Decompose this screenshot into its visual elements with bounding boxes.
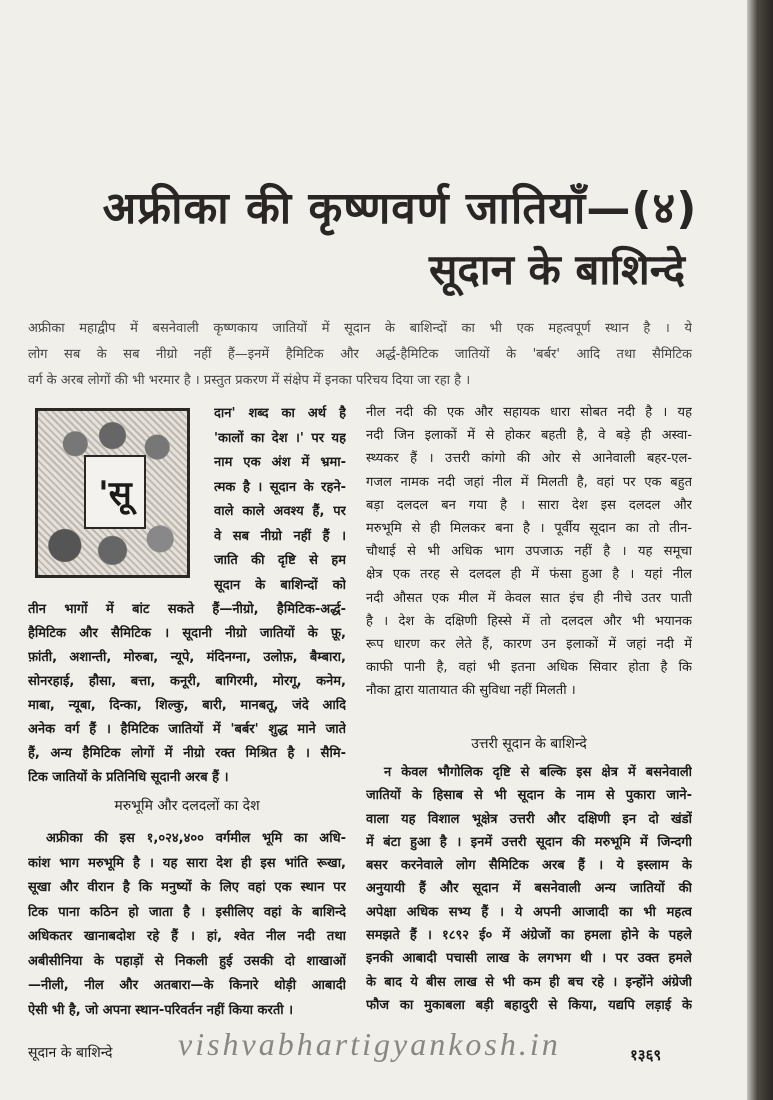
page-number: १३६९: [630, 1046, 662, 1064]
text-line: दान' शब्द का अर्थ है: [214, 406, 346, 421]
text-line: नदी जिन इलाकों में से होकर बहती है, वे बड़े ही अस्वा-: [366, 428, 692, 444]
running-footer-title: सूदान के बाशिन्दे: [28, 1045, 113, 1061]
text-line: वाला यह विशाल भूक्षेत्र उत्तरी और दक्षिणी इन दो खंडों: [366, 811, 692, 827]
text-line: अनेक वर्ग हैं । हैमिटिक जातियों में 'बर्बर' शुद्ध माने जाते: [28, 722, 346, 737]
left-column-paragraph: [28, 598, 346, 790]
text-line: जाति की दृष्टि से हम: [214, 553, 346, 568]
text-line: फौज का मुकाबला बड़ी बहादुरी से किया, यद्यपि लड़ाई के: [366, 997, 692, 1013]
text-line: गजल नामक नदी जहां नील में मिलती है, वहां पर एक बहुत: [366, 474, 692, 490]
text-line: काफी पानी है, वहां भी इतना अधिक सिवार होता है कि: [366, 660, 692, 676]
text-line: अबीसीनिया के पहाड़ों से निकली हुई उसकी दो शाखाओं: [28, 953, 346, 969]
text-line: में बंटा हुआ है । इनमें उत्तरी सूदान की मरुभूमि में जिन्दगी: [366, 834, 692, 850]
page-binding-edge: [747, 0, 773, 1100]
text-line: त्मक है । सूदान के रहने-: [214, 479, 346, 495]
text-line: मरुभूमि से ही मिलकर बना है । पूर्वीय सूदान का तो तीन-: [366, 520, 692, 536]
text-line: इनकी आबादी पचासी लाख के लगभग थी । पर उक्त हमले: [366, 951, 692, 967]
text-line: नील नदी की एक और सहायक धारा सोबत नदी है । यह: [366, 405, 692, 420]
drop-initial: 'सू: [84, 455, 146, 529]
text-line: हैमिटिक और सैमिटिक । सूदानी नीग्रो जातियों के फ़ू,: [28, 626, 346, 641]
text-line: टिक पाना कठिन हो जाता है । इसीलिए वहां के बाशिन्दे: [28, 904, 346, 920]
text-line: अनुयायी हैं और सूदान में बसनेवाली अन्य जातियों की: [366, 881, 692, 897]
text-line: तीन भागों में बांट सकते हैं—नीग्रो, हैमिटिक-अर्द्ध-: [28, 602, 346, 617]
text-line: के बाद ये बीस लाख से भी कम ही बच रहे । इन्होंने अंग्रेजी: [366, 974, 692, 990]
text-line: सोनरहाई, हौसा, बत्ता, कनूरी, बागिरमी, मोरगू, कनेम,: [28, 674, 346, 689]
article-subtitle: सूदान के बाशिन्दे: [429, 245, 685, 294]
text-line: ऐसी भी है, जो अपना स्थान-परिवर्तन नहीं किया करती ।: [28, 1002, 294, 1018]
text-line: बड़ा दलदल बन गया है । सारा देश इस दलदल और: [366, 497, 692, 513]
desert-paragraph: [28, 827, 346, 1023]
text-line: लोग सब के सब नीग्रो नहीं हैं—इनमें हैमिटिक और अर्द्ध-हैमिटिक जातियों के 'बर्बर' आदि तथा सैमिटिक: [28, 347, 692, 362]
watermark: vishvabhartigyankosh.in: [178, 1026, 561, 1062]
text-line: सूखा और वीरान है कि मनुष्यों के लिए वहां एक स्थान पर: [28, 880, 346, 895]
text-line: समझते हैं । १८९२ ई० में अंग्रेजों का हमला होने के पहले: [366, 928, 692, 944]
article-title: अफ्रीका की कृष्णवर्ण जातियाँ—(४): [102, 183, 698, 234]
text-line: फ़ांती, अशान्ती, मोरुबा, न्यूपे, मंदिनग्ना, उलोफ़, बैम्बारा,: [28, 650, 346, 665]
text-line: न केवल भौगोलिक दृष्टि से बल्कि इस क्षेत्र में बसनेवाली: [384, 765, 692, 780]
section-heading-north-sudan: उत्तरी सूदान के बाशिन्दे: [471, 736, 587, 752]
text-line: नाम एक अंश में भ्रमा-: [214, 455, 346, 470]
text-line: अपेक्षा अधिक सभ्य हैं । ये अपनी आजादी का भी महत्व: [366, 904, 692, 920]
right-column-paragraph: [366, 401, 692, 702]
north-sudan-paragraph: [366, 761, 692, 1017]
text-line: क्षेत्र एक तरह से दलदल ही में फंसा हुआ है । यहां नील: [366, 567, 692, 583]
text-line: नदी औसत एक मील में केवल सात इंच ही नीचे उतर पाती: [366, 590, 692, 606]
left-column-beside-image: [214, 402, 346, 598]
text-line: अधिकतर खानाबदोश रहे हैं । हां, श्वेत नील नदी तथा: [28, 929, 346, 944]
text-line: रूप धारण कर लेते हैं, कारण उन इलाकों में जहां नदी में: [366, 636, 692, 652]
text-line: कांश भाग मरुभूमि है । यह सारा देश ही इस भांति रूखा,: [28, 855, 346, 871]
text-line: वाले काले अवश्य हैं, पर: [214, 504, 346, 519]
text-line: —नीली, नील और अतबारा—के किनारे थोड़ी आबादी: [28, 978, 346, 993]
text-line: सूदान के बाशिन्दों को: [214, 577, 346, 593]
text-line: बसर करनेवाले लोग सैमिटिक अरब हैं । ये इस्लाम के: [366, 858, 692, 874]
text-line: चौथाई से भी अधिक भाग उपजाऊ नहीं है । यह समूचा: [366, 544, 692, 560]
text-line: 'कालों का देश ।' पर यह: [214, 430, 346, 446]
text-line: हैं, अन्य हैमिटिक लोगों में नीग्रो रक्त मिश्रित है । सैमि-: [28, 746, 346, 761]
text-line: है । देश के दक्षिणी हिस्से में तो दलदल और भी भयानक: [366, 613, 692, 629]
text-line: स्थ्यकर हैं । उत्तरी कांगो की ओर से आनेवाली बहर-एल-: [366, 451, 692, 467]
text-line: वे सब नीग्रो नहीं हैं ।: [214, 528, 346, 544]
section-heading-desert: मरुभूमि और दलदलों का देश: [114, 798, 260, 814]
illustration-figures: [35, 408, 190, 578]
text-line: जातियों के हिसाब से भी सूदान के नाम से पुकारा जाने-: [366, 788, 692, 804]
text-line: अफ्रीका की इस १,०२४,४०० वर्गमील भूमि का अधि-: [46, 831, 346, 846]
text-line: माबा, न्यूबा, दिन्का, शिल्कु, बारी, मानबतू, जंदे आदि: [28, 698, 346, 713]
text-line: नौका द्वारा यातायात की सुविधा नहीं मिलती ।: [366, 683, 576, 699]
intro-paragraph: [28, 316, 692, 394]
text-line: टिक जातियों के प्रतिनिधि सूदानी अरब हैं ।: [28, 770, 229, 785]
text-line: वर्ग के अरब लोगों की भी भरमार है । प्रस्तुत प्रकरण में संक्षेप में इनका परिचय दिया जा रहा है ।: [28, 373, 471, 388]
text-line: अफ्रीका महाद्वीप में बसनेवाली कृष्णकाय जातियों में सूदान के बाशिन्दों का भी एक महत्वपूर्ण स्थान है । ये: [28, 321, 692, 336]
